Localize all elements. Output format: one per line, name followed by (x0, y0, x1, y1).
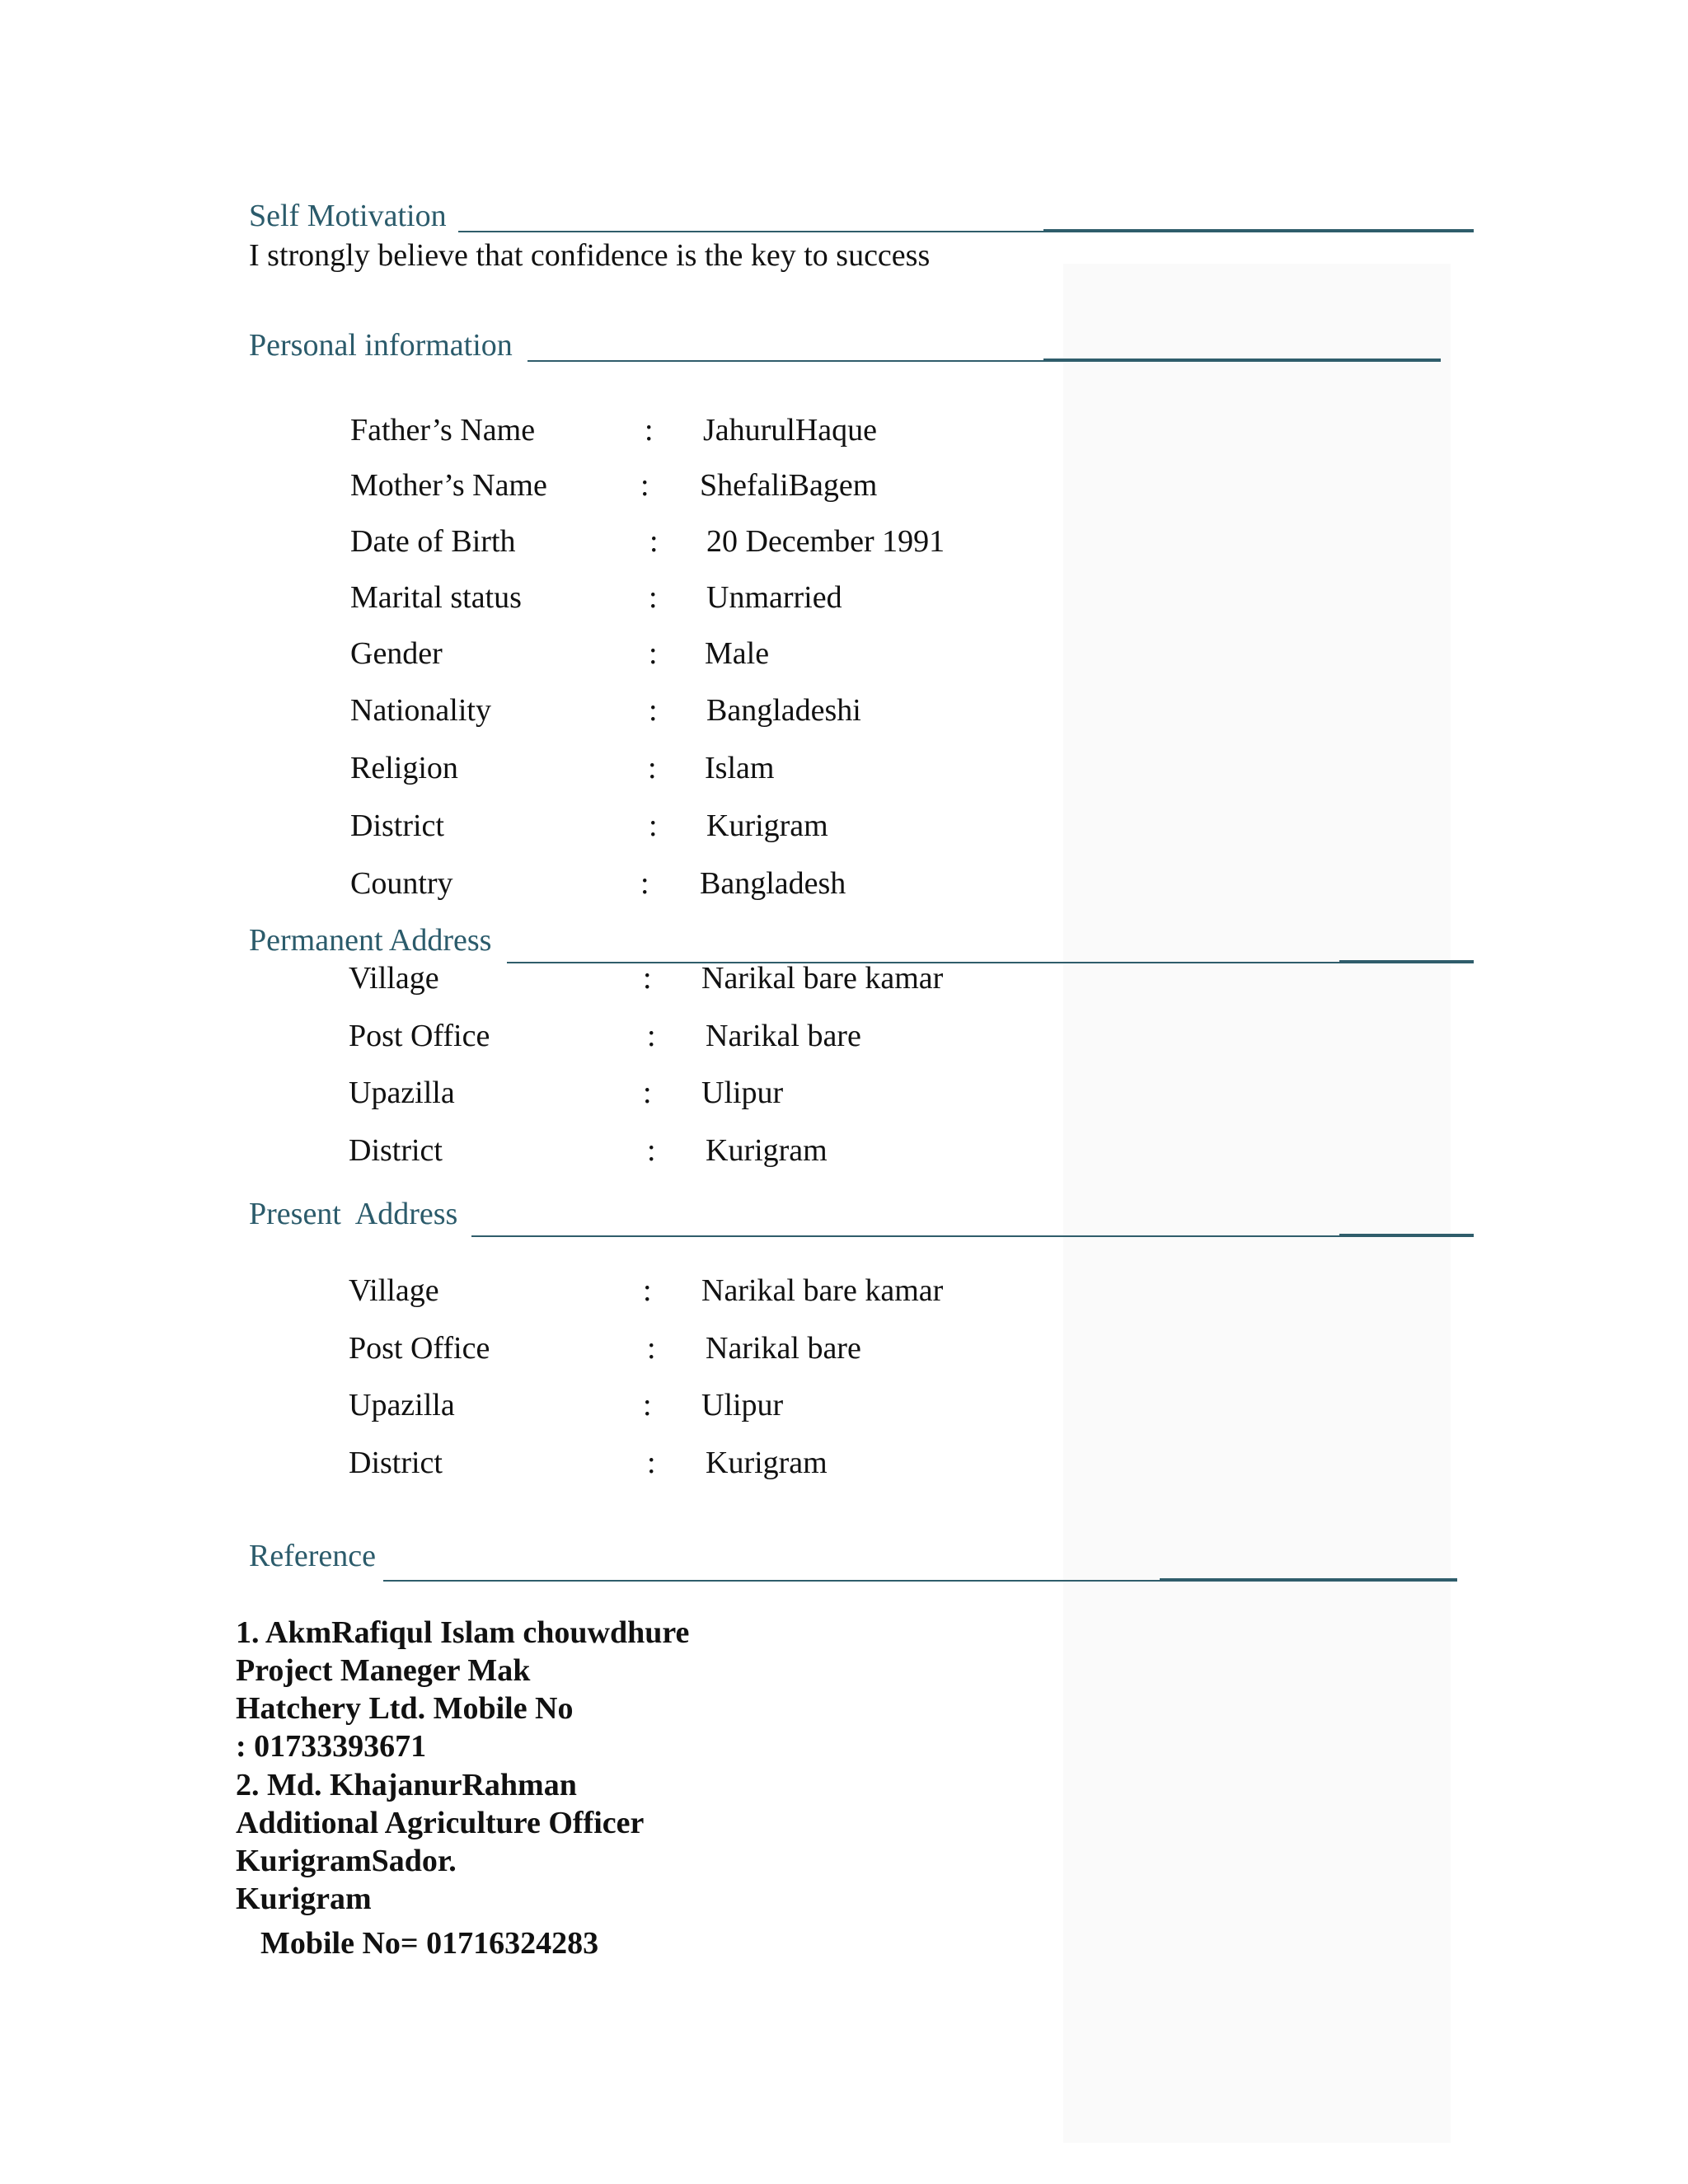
row-label: Village (349, 1273, 439, 1308)
row-value: ShefaliBagem (700, 468, 878, 503)
reference-mobile-line: Mobile No= 01716324283 (260, 1926, 599, 1961)
row-value: Bangladeshi (706, 693, 861, 728)
row-separator: : (649, 524, 659, 559)
present-address-row (349, 1387, 1173, 1428)
row-label: Mother’s Name (350, 468, 547, 503)
personal-row (350, 692, 1175, 733)
personal-information-rule-accent (1043, 359, 1441, 362)
row-label: Post Office (349, 1331, 490, 1366)
present-address-row (349, 1272, 1173, 1314)
row-label: Nationality (350, 693, 491, 728)
row-separator: : (643, 961, 652, 996)
personal-information-heading: Personal information (249, 328, 513, 363)
row-label: Marital status (350, 580, 522, 615)
row-separator: : (647, 1331, 656, 1366)
present-address-heading: Present Address (249, 1197, 458, 1231)
personal-row (350, 635, 1175, 677)
row-value: Unmarried (706, 580, 842, 615)
row-value: Narikal bare (706, 1019, 861, 1053)
personal-row (350, 467, 1175, 509)
row-label: Religion (350, 751, 458, 785)
row-value: JahurulHaque (703, 413, 878, 448)
permanent-address-row (349, 960, 1173, 1001)
row-value: Islam (705, 751, 775, 785)
self-motivation-rule-accent (1043, 229, 1474, 232)
permanent-address-rule-accent (1339, 960, 1474, 963)
row-separator: : (643, 1076, 652, 1110)
reference-line: : 01733393671 (236, 1729, 427, 1764)
row-label: District (349, 1446, 443, 1480)
self-motivation-rule (458, 231, 1043, 232)
permanent-address-row (349, 1075, 1173, 1116)
present-address-row (349, 1330, 1173, 1371)
row-label: Village (349, 961, 439, 996)
row-value: Kurigram (706, 808, 828, 843)
row-separator: : (648, 751, 657, 785)
reference-heading: Reference (249, 1539, 376, 1573)
row-label: Country (350, 866, 453, 901)
row-separator: : (647, 1446, 656, 1480)
personal-row (350, 523, 1175, 565)
reference-line: 1. AkmRafiqul Islam chouwdhure (236, 1615, 690, 1650)
personal-row (350, 865, 1175, 907)
row-value: Kurigram (706, 1446, 828, 1480)
row-separator: : (640, 468, 649, 503)
row-value: 20 December 1991 (706, 524, 945, 559)
row-separator: : (649, 580, 658, 615)
self-motivation-heading: Self Motivation (249, 199, 447, 233)
row-separator: : (643, 1273, 652, 1308)
row-separator: : (649, 636, 658, 671)
row-label: District (349, 1133, 443, 1168)
personal-row (350, 750, 1175, 791)
personal-row (350, 808, 1175, 849)
row-label: Upazilla (349, 1076, 455, 1110)
row-label: Date of Birth (350, 524, 516, 559)
row-separator: : (649, 693, 658, 728)
personal-row (350, 412, 1175, 453)
personal-row (350, 579, 1175, 621)
row-value: Narikal bare kamar (701, 1273, 944, 1308)
permanent-address-heading: Permanent Address (249, 923, 492, 958)
row-value: Kurigram (706, 1133, 828, 1168)
row-separator: : (647, 1019, 656, 1053)
reference-rule (383, 1580, 1160, 1582)
row-value: Ulipur (701, 1076, 784, 1110)
present-address-rule-accent (1339, 1234, 1474, 1237)
row-label: Gender (350, 636, 443, 671)
permanent-address-row (349, 1132, 1173, 1174)
reference-line: 2. Md. KhajanurRahman (236, 1768, 577, 1802)
row-separator: : (643, 1388, 652, 1422)
row-label: District (350, 808, 444, 843)
row-label: Post Office (349, 1019, 490, 1053)
present-address-row (349, 1445, 1173, 1486)
row-separator: : (645, 413, 654, 448)
reference-line: Project Maneger Mak (236, 1653, 531, 1688)
row-separator: : (640, 866, 649, 901)
row-value: Narikal bare (706, 1331, 861, 1366)
row-value: Bangladesh (700, 866, 846, 901)
row-separator: : (647, 1133, 656, 1168)
reference-line: Additional Agriculture Officer (236, 1806, 645, 1840)
present-address-rule (471, 1235, 1339, 1237)
reference-line: Hatchery Ltd. Mobile No (236, 1691, 574, 1726)
row-label: Upazilla (349, 1388, 455, 1422)
permanent-address-row (349, 1018, 1173, 1059)
row-value: Narikal bare kamar (701, 961, 944, 996)
row-value: Male (705, 636, 770, 671)
row-label: Father’s Name (350, 413, 536, 448)
self-motivation-text: I strongly believe that confidence is the key to success (249, 238, 931, 273)
row-separator: : (649, 808, 658, 843)
reference-rule-accent (1160, 1578, 1457, 1582)
reference-line: KurigramSador. (236, 1844, 457, 1878)
row-value: Ulipur (701, 1388, 784, 1422)
reference-line: Kurigram (236, 1882, 372, 1916)
personal-information-rule (528, 360, 1043, 362)
